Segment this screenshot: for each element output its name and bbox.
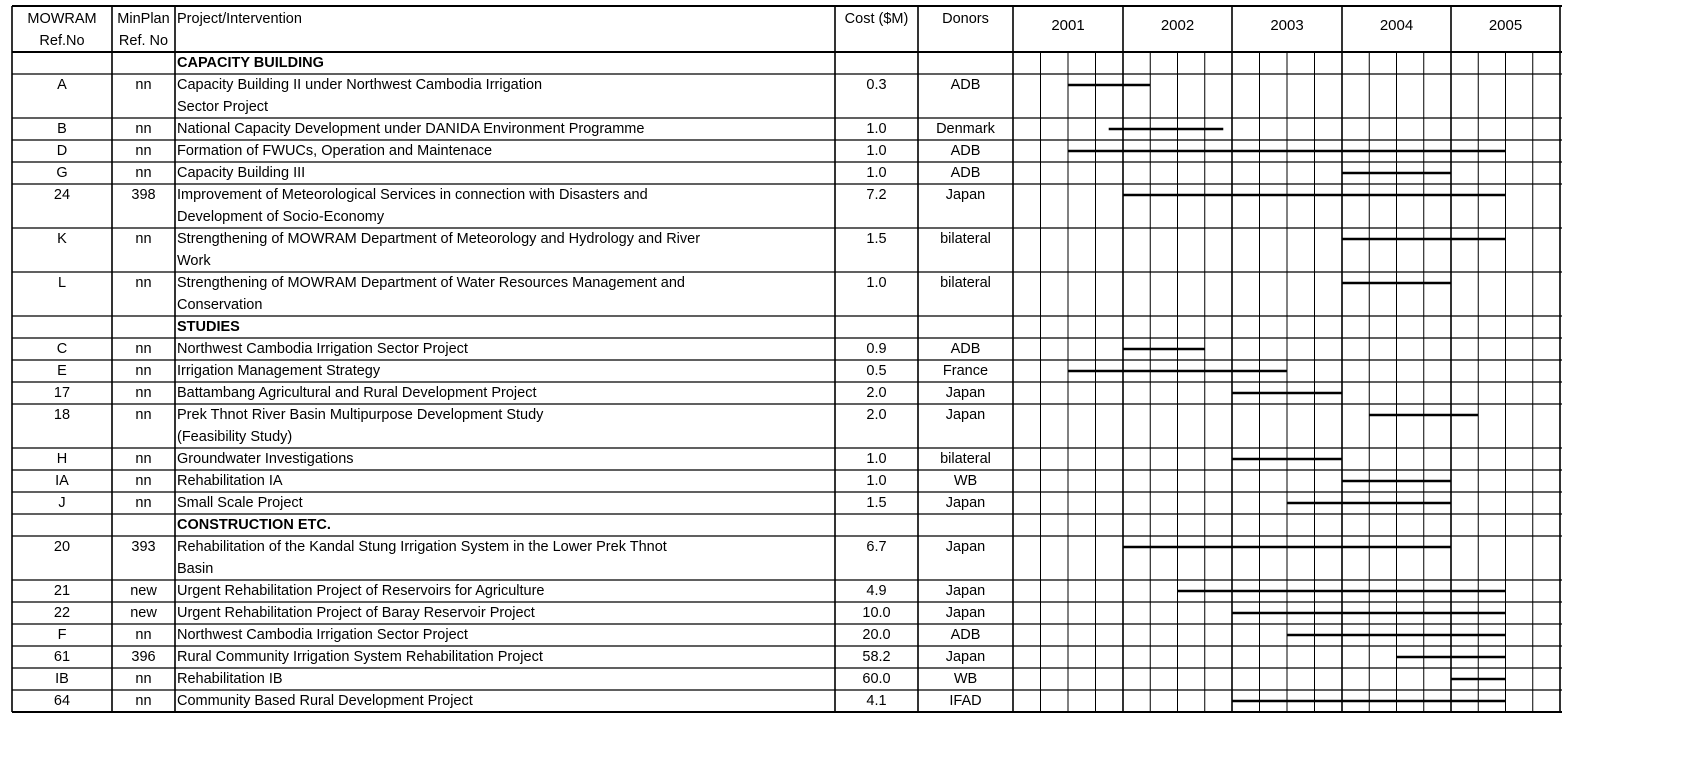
minplan-ref-cell: nn <box>135 473 152 489</box>
cost-cell: 60.0 <box>862 671 891 687</box>
header-project: Project/Intervention <box>177 11 302 27</box>
project-name-line: Northwest Cambodia Irrigation Sector Project <box>177 627 468 643</box>
year-header-2004: 2004 <box>1379 17 1414 34</box>
project-name-line: Basin <box>177 561 214 577</box>
year-header-2003: 2003 <box>1270 17 1304 34</box>
year-header-2001: 2001 <box>1051 17 1085 34</box>
donor-cell: ADB <box>950 77 981 93</box>
project-name-line: National Capacity Development under DANIDA Environment Programme <box>177 121 645 137</box>
header-donors: Donors <box>942 11 989 27</box>
minplan-ref-cell: nn <box>135 385 152 401</box>
project-name-line: Strengthening of MOWRAM Department of Meteorology and Hydrology and River <box>177 231 701 247</box>
project-name-line: Capacity Building II under Northwest Cambodia Irrigation <box>177 77 543 93</box>
header-cost: Cost ($M) <box>844 11 909 27</box>
minplan-ref-cell: 393 <box>131 539 156 555</box>
mowram-ref-cell: 21 <box>53 583 71 599</box>
project-name-line: Conservation <box>177 297 263 313</box>
project-name-line: Battambang Agricultural and Rural Development Project <box>177 385 537 401</box>
mowram-ref-cell: 17 <box>53 385 71 401</box>
minplan-ref-cell: nn <box>135 341 152 357</box>
donor-cell: Japan <box>945 605 986 621</box>
cost-cell: 2.0 <box>866 407 887 423</box>
donor-cell: ADB <box>950 627 981 643</box>
cost-cell: 1.0 <box>866 473 887 489</box>
minplan-ref-cell: nn <box>135 627 152 643</box>
donor-cell: WB <box>953 473 978 489</box>
project-name-line: Irrigation Management Strategy <box>177 363 381 379</box>
year-header-2005: 2005 <box>1488 17 1523 34</box>
mowram-ref-cell: 24 <box>53 187 71 203</box>
project-name-line: Urgent Rehabilitation Project of Reservoirs for Agriculture <box>177 583 545 599</box>
project-name-line: Prek Thnot River Basin Multipurpose Development Study <box>177 407 544 423</box>
mowram-ref-cell: D <box>56 143 68 159</box>
donor-cell: Denmark <box>936 121 995 137</box>
minplan-ref-cell: nn <box>135 275 152 291</box>
mowram-ref-cell: 61 <box>53 649 71 665</box>
cost-cell: 58.2 <box>862 649 891 665</box>
mowram-ref-cell: J <box>58 495 66 511</box>
cost-cell: 6.7 <box>866 539 887 555</box>
mowram-ref-cell: IB <box>55 671 69 687</box>
mowram-ref-cell: 18 <box>53 407 71 423</box>
project-name-line: Sector Project <box>177 99 269 115</box>
project-name-line: Work <box>177 253 211 269</box>
mowram-ref-cell: B <box>57 121 67 137</box>
project-name-line: Groundwater Investigations <box>177 451 354 467</box>
minplan-ref-cell: nn <box>135 451 152 467</box>
year-header-2002: 2002 <box>1160 17 1195 34</box>
minplan-ref-cell: nn <box>135 143 152 159</box>
header-mowram-ref-line2: Ref.No <box>39 33 85 49</box>
mowram-ref-cell: C <box>56 341 68 357</box>
donor-cell: Japan <box>945 649 986 665</box>
mowram-ref-cell: 20 <box>53 539 71 555</box>
section-heading: CAPACITY BUILDING <box>177 55 324 71</box>
cost-cell: 0.3 <box>866 77 887 93</box>
section-heading: CONSTRUCTION ETC. <box>177 517 331 533</box>
minplan-ref-cell: nn <box>135 671 152 687</box>
mowram-ref-cell: 64 <box>53 693 71 709</box>
project-name-line: Capacity Building III <box>177 165 306 181</box>
donor-cell: Japan <box>945 495 986 511</box>
minplan-ref-cell: new <box>130 583 157 599</box>
mowram-ref-cell: IA <box>55 473 69 489</box>
cost-cell: 4.9 <box>866 583 887 599</box>
minplan-ref-cell: 398 <box>131 187 156 203</box>
donor-cell: bilateral <box>940 275 991 291</box>
donor-cell: Japan <box>945 385 986 401</box>
minplan-ref-cell: nn <box>135 231 152 247</box>
mowram-ref-cell: 22 <box>53 605 71 621</box>
cost-cell: 1.5 <box>866 495 887 511</box>
minplan-ref-cell: 396 <box>131 649 156 665</box>
header-minplan-ref-line1: MinPlan <box>117 11 170 27</box>
donor-cell: Japan <box>945 187 986 203</box>
donor-cell: Japan <box>945 539 986 555</box>
mowram-ref-cell: H <box>56 451 68 467</box>
minplan-ref-cell: nn <box>135 363 152 379</box>
project-name-line: Rehabilitation of the Kandal Stung Irrigation System in the Lower Prek Thnot <box>177 539 667 555</box>
project-name-line: Rural Community Irrigation System Rehabilitation Project <box>177 649 543 665</box>
cost-cell: 1.0 <box>866 143 887 159</box>
section-heading: STUDIES <box>177 319 240 335</box>
donor-cell: ADB <box>950 165 981 181</box>
mowram-ref-cell: E <box>57 363 67 379</box>
project-name-line: Rehabilitation IB <box>177 671 283 687</box>
donor-cell: IFAD <box>949 693 982 709</box>
minplan-ref-cell: nn <box>135 407 152 423</box>
minplan-ref-cell: nn <box>135 121 152 137</box>
minplan-ref-cell: nn <box>135 165 152 181</box>
donor-cell: Japan <box>945 407 986 423</box>
project-name-line: Development of Socio-Economy <box>177 209 385 225</box>
cost-cell: 0.9 <box>866 341 887 357</box>
project-name-line: (Feasibility Study) <box>177 429 293 445</box>
cost-cell: 7.2 <box>866 187 887 203</box>
donor-cell: bilateral <box>940 231 991 247</box>
donor-cell: ADB <box>950 341 981 357</box>
mowram-ref-cell: K <box>57 231 67 247</box>
cost-cell: 1.5 <box>866 231 887 247</box>
donor-cell: bilateral <box>940 451 991 467</box>
project-name-line: Northwest Cambodia Irrigation Sector Project <box>177 341 468 357</box>
project-name-line: Urgent Rehabilitation Project of Baray Reservoir Project <box>177 605 535 621</box>
cost-cell: 10.0 <box>862 605 891 621</box>
cost-cell: 1.0 <box>866 165 887 181</box>
minplan-ref-cell: nn <box>135 77 152 93</box>
mowram-ref-cell: F <box>57 627 67 643</box>
minplan-ref-cell: nn <box>135 693 152 709</box>
cost-cell: 1.0 <box>866 121 887 137</box>
mowram-ref-cell: A <box>57 77 67 93</box>
mowram-ref-cell: G <box>56 165 68 181</box>
project-name-line: Small Scale Project <box>177 495 303 511</box>
minplan-ref-cell: new <box>130 605 157 621</box>
donor-cell: WB <box>953 671 978 687</box>
donor-cell: France <box>942 363 989 379</box>
header-mowram-ref-line1: MOWRAM <box>27 11 97 27</box>
project-name-line: Community Based Rural Development Project <box>177 693 473 709</box>
project-name-line: Improvement of Meteorological Services in connection with Disasters and <box>177 187 648 203</box>
project-name-line: Formation of FWUCs, Operation and Maintenace <box>177 143 493 159</box>
minplan-ref-cell: nn <box>135 495 152 511</box>
cost-cell: 1.0 <box>866 275 887 291</box>
cost-cell: 1.0 <box>866 451 887 467</box>
mowram-ref-cell: L <box>57 275 67 291</box>
cost-cell: 4.1 <box>866 693 887 709</box>
donor-cell: Japan <box>945 583 986 599</box>
header-minplan-ref-line2: Ref. No <box>118 33 169 49</box>
cost-cell: 0.5 <box>866 363 887 379</box>
cost-cell: 2.0 <box>866 385 887 401</box>
donor-cell: ADB <box>950 143 981 159</box>
project-name-line: Strengthening of MOWRAM Department of Water Resources Management and <box>177 275 685 291</box>
cost-cell: 20.0 <box>862 627 891 643</box>
project-name-line: Rehabilitation IA <box>177 473 283 489</box>
